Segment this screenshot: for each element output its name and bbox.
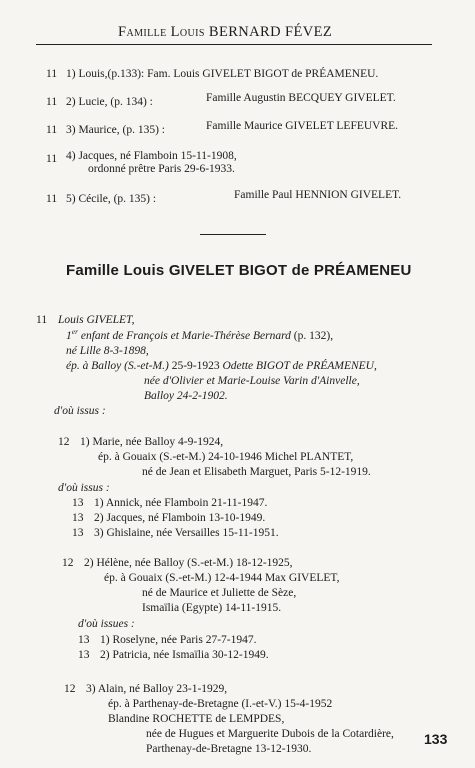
generation-number: 13	[72, 527, 84, 539]
head-line-1: 1er enfant de François et Marie-Thérèse Bernard (p. 132),	[66, 327, 334, 342]
generation-number: 11	[36, 314, 48, 326]
alain-line-2: ép. à Parthenay-de-Bretagne (I.-et-V.) 15-4-1952	[108, 698, 333, 710]
grandchild-patricia: 2) Patricia, née Ismaïlia 30-12-1949.	[100, 649, 269, 661]
helene-line-2: ép. à Gouaix (S.-et-M.) 12-4-1944 Max GIVELET,	[104, 572, 340, 584]
grandchild-ghislaine: 3) Ghislaine, née Versailles 15-11-1951.	[94, 527, 279, 539]
header-rule	[36, 44, 432, 45]
child-family-cecile: Famille Paul HENNION GIVELET.	[234, 189, 402, 201]
child-entry-jacques-ordination: ordonné prêtre Paris 29-6-1933.	[88, 163, 235, 175]
head-birth: né Lille 8-3-1898,	[66, 345, 149, 357]
generation-number: 11	[46, 193, 58, 205]
grandchild-annick: 1) Annick, née Flamboin 21-11-1947.	[94, 497, 268, 509]
alain-line-1: 3) Alain, né Balloy 23-1-1929,	[86, 683, 228, 695]
head-marriage: ép. à Balloy (S.-et-M.) 25-9-1923 Odette BIGOT de PRÉAMENEU,	[66, 360, 377, 372]
generation-number: 11	[46, 153, 58, 165]
generation-number: 13	[78, 634, 90, 646]
generation-number: 12	[58, 436, 70, 448]
child-family-maurice: Famille Maurice GIVELET LEFEUVRE.	[206, 120, 399, 132]
head-spouse-parents: née d'Olivier et Marie-Louise Varin d'Ainvelle,	[144, 375, 360, 387]
alain-line-3: Blandine ROCHETTE de LEMPDES,	[108, 713, 285, 725]
section-divider	[200, 234, 266, 235]
marie-line-1: 1) Marie, née Balloy 4-9-1924,	[80, 436, 224, 448]
section-title: Famille Louis GIVELET BIGOT de PRÉAMENEU	[66, 262, 412, 279]
issue-label: d'où issus :	[54, 405, 106, 417]
child-entry-jacques: 4) Jacques, né Flamboin 15-11-1908,	[66, 150, 237, 162]
child-entry-cecile: 5) Cécile, (p. 135) :	[66, 193, 157, 205]
generation-number: 12	[62, 557, 74, 569]
running-title: Famille Louis BERNARD FÉVEZ	[118, 24, 333, 40]
helene-line-4: Ismaïlia (Egypte) 14-11-1915.	[142, 602, 282, 614]
generation-number: 11	[46, 96, 58, 108]
generation-number: 11	[46, 124, 58, 136]
grandchild-roselyne: 1) Roselyne, née Paris 27-7-1947.	[100, 634, 257, 646]
alain-line-5: Parthenay-de-Bretagne 13-12-1930.	[146, 743, 312, 755]
child-entry-lucie: 2) Lucie, (p. 134) :	[66, 96, 153, 108]
generation-number: 12	[64, 683, 76, 695]
child-entry-maurice: 3) Maurice, (p. 135) :	[66, 124, 165, 136]
helene-line-3: né de Maurice et Juliette de Sèze,	[142, 587, 297, 599]
child-entry-louis: 1) Louis,(p.133): Fam. Louis GIVELET BIGOT de PRÉAMENEU.	[66, 68, 379, 80]
page-number: 133	[424, 731, 448, 747]
grandchild-jacques: 2) Jacques, né Flamboin 13-10-1949.	[94, 512, 266, 524]
child-family-lucie: Famille Augustin BECQUEY GIVELET.	[206, 92, 396, 104]
marie-line-3: né de Jean et Elisabeth Marguet, Paris 5-12-1919.	[142, 466, 371, 478]
issue-label: d'où issus :	[58, 482, 110, 494]
generation-number: 11	[46, 68, 58, 80]
marie-line-2: ép. à Gouaix (S.-et-M.) 24-10-1946 Michel PLANTET,	[98, 451, 354, 463]
head-name: Louis GIVELET,	[58, 314, 135, 326]
generation-number: 13	[78, 649, 90, 661]
head-spouse-birth: Balloy 24-2-1902.	[144, 390, 228, 402]
generation-number: 13	[72, 497, 84, 509]
issue-label: d'où issues :	[78, 618, 135, 630]
helene-line-1: 2) Hélène, née Balloy (S.-et-M.) 18-12-1925,	[84, 557, 293, 569]
generation-number: 13	[72, 512, 84, 524]
alain-line-4: née de Hugues et Marguerite Dubois de la Cotardière,	[146, 728, 394, 740]
